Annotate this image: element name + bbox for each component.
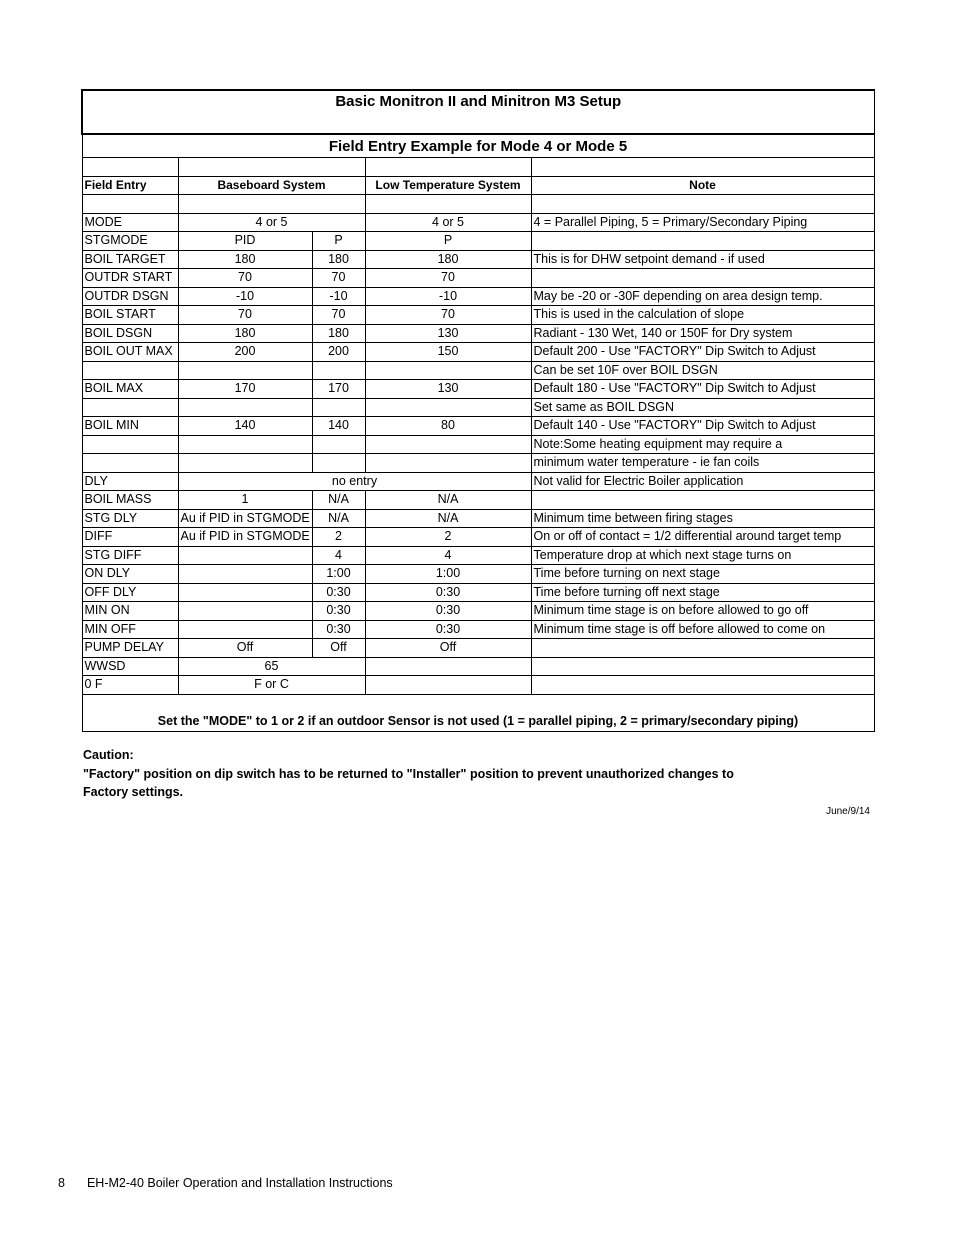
field-entry-cell: BOIL OUT MAX bbox=[82, 343, 178, 362]
baseboard-alt-value-cell: N/A bbox=[312, 509, 365, 528]
table-row bbox=[82, 398, 874, 417]
field-entry-cell: MIN ON bbox=[82, 602, 178, 621]
footnote-row bbox=[82, 694, 874, 731]
table-row bbox=[82, 417, 874, 436]
low-temp-value-cell: P bbox=[365, 232, 531, 251]
header-field-entry: Field Entry bbox=[82, 176, 178, 195]
baseboard-value-cell: 65 bbox=[178, 657, 365, 676]
note-cell: May be -20 or -30F depending on area design temp. bbox=[531, 287, 874, 306]
field-entry-cell: MODE bbox=[82, 213, 178, 232]
table-row bbox=[82, 657, 874, 676]
field-entry-cell: 0 F bbox=[82, 676, 178, 695]
field-entry-cell: MIN OFF bbox=[82, 620, 178, 639]
table-row bbox=[82, 213, 874, 232]
note-cell bbox=[531, 491, 874, 510]
note-cell: Time before turning off next stage bbox=[531, 583, 874, 602]
note-cell bbox=[531, 676, 874, 695]
baseboard-alt-value-cell: 180 bbox=[312, 324, 365, 343]
header-note: Note bbox=[531, 176, 874, 195]
low-temp-value-cell: 130 bbox=[365, 324, 531, 343]
field-entry-cell: OFF DLY bbox=[82, 583, 178, 602]
baseboard-value-cell bbox=[178, 546, 312, 565]
baseboard-alt-value-cell bbox=[312, 454, 365, 473]
baseboard-value-cell: 70 bbox=[178, 306, 312, 325]
baseboard-value-cell: 170 bbox=[178, 380, 312, 399]
header-low-temp: Low Temperature System bbox=[365, 176, 531, 195]
note-cell: Minimum time between firing stages bbox=[531, 509, 874, 528]
footnote: Set the "MODE" to 1 or 2 if an outdoor Sensor is not used (1 = parallel piping, 2 = primary/secondary piping) bbox=[82, 694, 874, 731]
baseboard-value-cell: 200 bbox=[178, 343, 312, 362]
table-row bbox=[82, 509, 874, 528]
field-entry-cell: STG DLY bbox=[82, 509, 178, 528]
baseboard-value-cell: Au if PID in STGMODE bbox=[178, 509, 312, 528]
note-cell: 4 = Parallel Piping, 5 = Primary/Secondary Piping bbox=[531, 213, 874, 232]
header-baseboard: Baseboard System bbox=[178, 176, 365, 195]
note-cell: Temperature drop at which next stage turns on bbox=[531, 546, 874, 565]
table-row bbox=[82, 435, 874, 454]
low-temp-value-cell: 0:30 bbox=[365, 602, 531, 621]
table-row bbox=[82, 306, 874, 325]
revision-date: June/9/14 bbox=[826, 806, 870, 817]
field-entry-cell: OUTDR DSGN bbox=[82, 287, 178, 306]
field-entry-cell: WWSD bbox=[82, 657, 178, 676]
table-row bbox=[82, 620, 874, 639]
baseboard-value-cell: 4 or 5 bbox=[178, 213, 365, 232]
table-row bbox=[82, 602, 874, 621]
low-temp-value-cell: N/A bbox=[365, 509, 531, 528]
low-temp-value-cell: -10 bbox=[365, 287, 531, 306]
table-title: Basic Monitron II and Minitron M3 Setup bbox=[82, 90, 874, 134]
note-cell bbox=[531, 657, 874, 676]
field-entry-cell: ON DLY bbox=[82, 565, 178, 584]
baseboard-alt-value-cell: N/A bbox=[312, 491, 365, 510]
baseboard-alt-value-cell: 200 bbox=[312, 343, 365, 362]
low-temp-value-cell: 4 bbox=[365, 546, 531, 565]
low-temp-value-cell: N/A bbox=[365, 491, 531, 510]
baseboard-alt-value-cell: P bbox=[312, 232, 365, 251]
low-temp-value-cell bbox=[365, 676, 531, 695]
table-row bbox=[82, 528, 874, 547]
note-cell: Time before turning on next stage bbox=[531, 565, 874, 584]
baseboard-alt-value-cell bbox=[312, 398, 365, 417]
table-row bbox=[82, 583, 874, 602]
baseboard-value-cell bbox=[178, 361, 312, 380]
table-row bbox=[82, 343, 874, 362]
note-cell: Not valid for Electric Boiler application bbox=[531, 472, 874, 491]
baseboard-value-cell: 180 bbox=[178, 324, 312, 343]
table-row bbox=[82, 232, 874, 251]
baseboard-value-cell: 70 bbox=[178, 269, 312, 288]
low-temp-value-cell: 130 bbox=[365, 380, 531, 399]
field-entry-cell bbox=[82, 435, 178, 454]
table-row bbox=[82, 287, 874, 306]
baseboard-alt-value-cell: 0:30 bbox=[312, 602, 365, 621]
baseboard-alt-value-cell: 1:00 bbox=[312, 565, 365, 584]
note-cell: Set same as BOIL DSGN bbox=[531, 398, 874, 417]
baseboard-value-cell bbox=[178, 602, 312, 621]
baseboard-value-cell bbox=[178, 454, 312, 473]
note-cell: This is used in the calculation of slope bbox=[531, 306, 874, 325]
table-title-row bbox=[82, 90, 874, 134]
field-entry-cell bbox=[82, 361, 178, 380]
caution-line-1: "Factory" position on dip switch has to be returned to "Installer" position to prevent unauthorized changes to bbox=[83, 766, 734, 781]
table-row bbox=[82, 472, 874, 491]
baseboard-alt-value-cell: 70 bbox=[312, 269, 365, 288]
low-temp-value-cell: 70 bbox=[365, 269, 531, 288]
baseboard-alt-value-cell: 0:30 bbox=[312, 620, 365, 639]
baseboard-value-cell: F or C bbox=[178, 676, 365, 695]
baseboard-value-cell bbox=[178, 435, 312, 454]
field-entry-cell: DLY bbox=[82, 472, 178, 491]
baseboard-alt-value-cell: 70 bbox=[312, 306, 365, 325]
low-temp-value-cell: 0:30 bbox=[365, 620, 531, 639]
table-row bbox=[82, 454, 874, 473]
baseboard-value-cell: 180 bbox=[178, 250, 312, 269]
field-entry-cell: BOIL START bbox=[82, 306, 178, 325]
note-cell: Note:Some heating equipment may require a bbox=[531, 435, 874, 454]
baseboard-value-cell: 140 bbox=[178, 417, 312, 436]
note-cell bbox=[531, 269, 874, 288]
note-cell bbox=[531, 232, 874, 251]
low-temp-value-cell bbox=[365, 398, 531, 417]
field-entry-cell: BOIL MIN bbox=[82, 417, 178, 436]
baseboard-value-cell: Off bbox=[178, 639, 312, 658]
field-entry-cell: BOIL MAX bbox=[82, 380, 178, 399]
note-cell: Minimum time stage is on before allowed to go off bbox=[531, 602, 874, 621]
low-temp-value-cell: 180 bbox=[365, 250, 531, 269]
baseboard-value-cell bbox=[178, 398, 312, 417]
baseboard-alt-value-cell: 2 bbox=[312, 528, 365, 547]
note-cell: Default 180 - Use "FACTORY" Dip Switch to Adjust bbox=[531, 380, 874, 399]
spacer-row bbox=[82, 158, 874, 177]
table-row bbox=[82, 491, 874, 510]
field-entry-cell: DIFF bbox=[82, 528, 178, 547]
baseboard-alt-value-cell: 0:30 bbox=[312, 583, 365, 602]
note-cell: Default 140 - Use "FACTORY" Dip Switch to Adjust bbox=[531, 417, 874, 436]
low-temp-value-cell bbox=[365, 657, 531, 676]
low-temp-value-cell bbox=[365, 361, 531, 380]
page-footer bbox=[58, 1176, 393, 1190]
low-temp-value-cell: 0:30 bbox=[365, 583, 531, 602]
field-entry-cell bbox=[82, 454, 178, 473]
baseboard-value-cell: Au if PID in STGMODE bbox=[178, 528, 312, 547]
baseboard-value-cell bbox=[178, 620, 312, 639]
note-cell: Can be set 10F over BOIL DSGN bbox=[531, 361, 874, 380]
field-entry-cell: PUMP DELAY bbox=[82, 639, 178, 658]
baseboard-alt-value-cell: Off bbox=[312, 639, 365, 658]
field-entry-cell: OUTDR START bbox=[82, 269, 178, 288]
table-row bbox=[82, 676, 874, 695]
low-temp-value-cell: 2 bbox=[365, 528, 531, 547]
field-entry-cell: BOIL TARGET bbox=[82, 250, 178, 269]
caution-block bbox=[83, 746, 734, 802]
baseboard-value-cell bbox=[178, 583, 312, 602]
caution-label: Caution: bbox=[83, 748, 134, 762]
field-entry-cell: BOIL MASS bbox=[82, 491, 178, 510]
table-row bbox=[82, 250, 874, 269]
spacer-row bbox=[82, 195, 874, 214]
note-cell: This is for DHW setpoint demand - if used bbox=[531, 250, 874, 269]
table-row bbox=[82, 639, 874, 658]
low-temp-value-cell: 70 bbox=[365, 306, 531, 325]
table-row bbox=[82, 324, 874, 343]
field-entry-cell: STG DIFF bbox=[82, 546, 178, 565]
low-temp-value-cell: 80 bbox=[365, 417, 531, 436]
note-cell: Minimum time stage is off before allowed to come on bbox=[531, 620, 874, 639]
baseboard-alt-value-cell bbox=[312, 361, 365, 380]
note-cell: On or off of contact = 1/2 differential around target temp bbox=[531, 528, 874, 547]
low-temp-value-cell: Off bbox=[365, 639, 531, 658]
baseboard-value-cell: 1 bbox=[178, 491, 312, 510]
note-cell: Radiant - 130 Wet, 140 or 150F for Dry system bbox=[531, 324, 874, 343]
note-cell bbox=[531, 639, 874, 658]
baseboard-alt-value-cell: 140 bbox=[312, 417, 365, 436]
setup-table bbox=[81, 89, 875, 732]
caution-line-2: Factory settings. bbox=[83, 785, 184, 799]
baseboard-alt-value-cell: -10 bbox=[312, 287, 365, 306]
baseboard-alt-value-cell: 4 bbox=[312, 546, 365, 565]
baseboard-value-cell: PID bbox=[178, 232, 312, 251]
low-temp-value-cell bbox=[365, 435, 531, 454]
low-temp-value-cell: 1:00 bbox=[365, 565, 531, 584]
table-row bbox=[82, 380, 874, 399]
document-title: EH-M2-40 Boiler Operation and Installation Instructions bbox=[86, 1176, 393, 1190]
table-row bbox=[82, 546, 874, 565]
table-subtitle: Field Entry Example for Mode 4 or Mode 5 bbox=[82, 134, 874, 158]
field-entry-cell: BOIL DSGN bbox=[82, 324, 178, 343]
merged-value-cell: no entry bbox=[178, 472, 531, 491]
baseboard-value-cell bbox=[178, 565, 312, 584]
field-entry-cell bbox=[82, 398, 178, 417]
page-number: 8 bbox=[58, 1176, 65, 1190]
baseboard-alt-value-cell: 180 bbox=[312, 250, 365, 269]
baseboard-value-cell: -10 bbox=[178, 287, 312, 306]
low-temp-value-cell: 150 bbox=[365, 343, 531, 362]
table-row bbox=[82, 269, 874, 288]
field-entry-cell: STGMODE bbox=[82, 232, 178, 251]
baseboard-alt-value-cell bbox=[312, 435, 365, 454]
low-temp-value-cell bbox=[365, 454, 531, 473]
header-row bbox=[82, 176, 874, 195]
table-row bbox=[82, 361, 874, 380]
table-subtitle-row bbox=[82, 134, 874, 158]
baseboard-alt-value-cell: 170 bbox=[312, 380, 365, 399]
low-temp-value-cell: 4 or 5 bbox=[365, 213, 531, 232]
table-row bbox=[82, 565, 874, 584]
note-cell: Default 200 - Use "FACTORY" Dip Switch to Adjust bbox=[531, 343, 874, 362]
note-cell: minimum water temperature - ie fan coils bbox=[531, 454, 874, 473]
